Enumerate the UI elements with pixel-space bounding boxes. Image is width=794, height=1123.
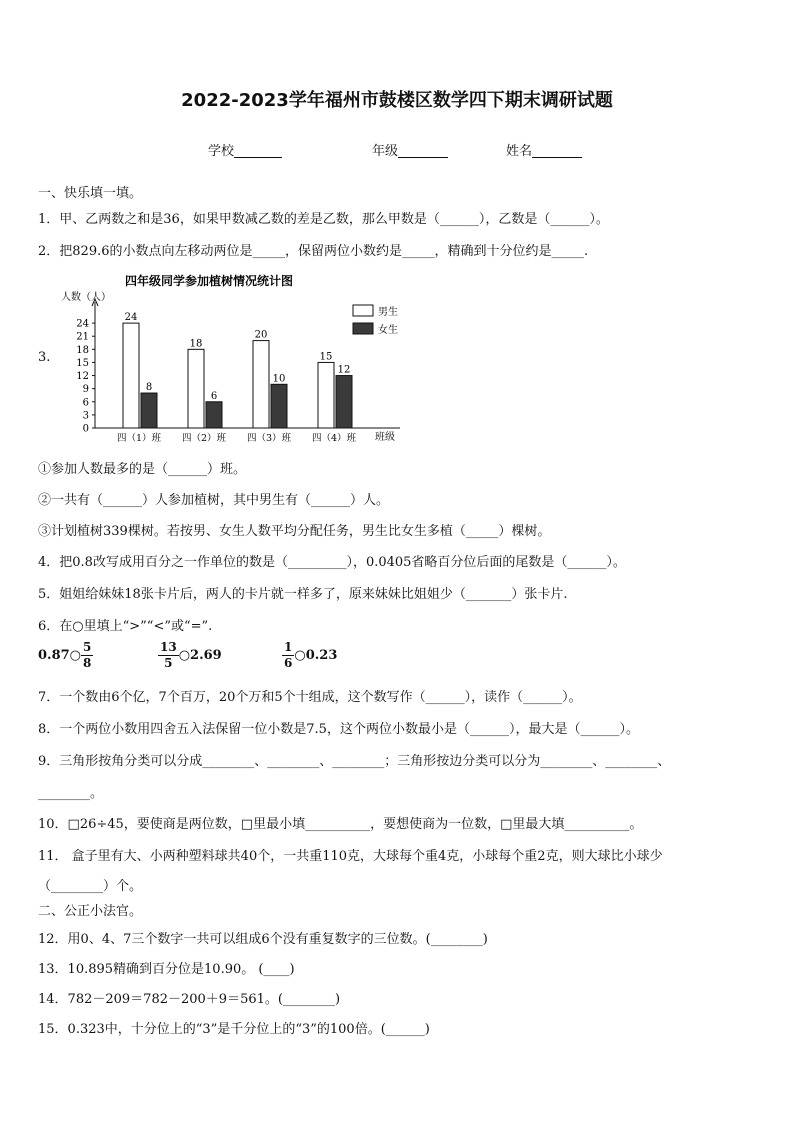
question-13: 13．10.895精确到百分位是10.90。 (____) <box>38 962 295 977</box>
grade-blank[interactable] <box>398 143 448 158</box>
x-axis-label: 班级 <box>375 432 395 443</box>
compare-item-2: $\frac{13}{5}$ ○2.69 <box>160 640 222 670</box>
x-tick-label: 四（2）班 <box>181 433 227 444</box>
question-2: 2．把829.6的小数点向左移动两位是_____，保留两位小数约是_____，精确到十分位约是_____. <box>38 244 589 259</box>
bar-chart <box>55 270 415 450</box>
x-tick-label: 四（1）班 <box>116 433 162 444</box>
question-3-label: 3. <box>38 350 51 365</box>
chart-legend <box>353 305 398 336</box>
section-2-heading: 二、公正小法官。 <box>38 904 143 919</box>
question-7: 7．一个数由6个亿，7个百万，20个万和5个十组成，这个数写作（______），读作（______）。 <box>38 690 582 705</box>
legend-swatch <box>353 305 373 316</box>
question-1: 1．甲、乙两数之和是36，如果甲数减乙数的差是乙数，那么甲数是（______），乙数是（______）。 <box>38 212 609 227</box>
legend-label: 男生 <box>378 307 398 318</box>
question-8: 8．一个两位小数用四舍五入法保留一位小数是7.5，这个两位小数最小是（______），最大是（______）。 <box>38 722 639 737</box>
bar-boys <box>318 362 334 428</box>
chart-bars <box>123 312 352 428</box>
question-15: 15．0.323中，十分位上的“3”是千分位上的“3”的100倍。(______) <box>38 1022 430 1037</box>
question-3c: ③计划植树339棵树。若按男、女生人数平均分配任务，男生比女生多植（_____）棵树。 <box>38 524 551 539</box>
data-label: 12 <box>337 364 351 376</box>
x-tick-label: 四（4）班 <box>311 433 357 444</box>
question-3b: ②一共有（______）人参加植树，其中男生有（______）人。 <box>38 493 390 508</box>
question-5: 5．姐姐给妹妹18张卡片后，两人的卡片就一样多了，原来妹妹比姐姐少（_______）张卡片. <box>38 587 568 602</box>
y-tick-label: 0 <box>82 423 89 435</box>
question-6: 6．在○里填上“>”“<”或“=”. <box>38 619 213 634</box>
data-label: 6 <box>210 390 218 402</box>
x-tick-label: 四（3）班 <box>246 433 292 444</box>
school-label: 学校 <box>208 144 235 159</box>
y-tick-label: 9 <box>82 384 89 396</box>
name-blank[interactable] <box>532 143 582 158</box>
fraction: $\frac{5}{8}$ <box>83 640 92 670</box>
page-title: 2022-2023学年福州市鼓楼区数学四下期末调研试题 <box>181 90 613 111</box>
bar-girls <box>206 402 222 428</box>
y-tick-label: 18 <box>76 344 89 356</box>
question-4: 4．把0.8改写成用百分之一作单位的数是（_________），0.0405省略百分位后面的尾数是（______）。 <box>38 555 626 570</box>
section-1-heading: 一、快乐填一填。 <box>38 186 143 201</box>
y-tick-label: 6 <box>82 397 89 409</box>
fraction: $\frac{1}{6}$ <box>284 640 293 670</box>
school-field[interactable] <box>208 140 282 159</box>
question-11: 11． 盒子里有大、小两种塑料球共40个，一共重110克，大球每个重4克，小球每个重2克，则大球比小球少 <box>38 849 663 864</box>
question-11-cont: （________）个。 <box>38 879 143 894</box>
chart-title: 四年级同学参加植树情况统计图 <box>125 274 294 288</box>
data-label: 18 <box>189 338 203 350</box>
question-14: 14．782－209＝782－200＋9＝561。(________) <box>38 992 341 1007</box>
bar-girls <box>336 376 352 428</box>
name-label: 姓名 <box>506 144 533 159</box>
question-10: 10．□26÷45，要使商是两位数，□里最小填__________，要想使商为一位数，□里最大填__________。 <box>38 817 643 832</box>
grade-field[interactable] <box>372 140 448 159</box>
data-label: 15 <box>319 351 333 363</box>
bar-girls <box>141 393 157 428</box>
y-tick-label: 24 <box>76 318 89 330</box>
legend-label: 女生 <box>378 325 398 336</box>
name-field[interactable] <box>506 140 582 159</box>
y-tick-label: 21 <box>76 331 89 343</box>
fraction: $\frac{13}{5}$ <box>160 640 177 670</box>
question-9-cont: ________。 <box>38 786 104 801</box>
question-3a: ①参加人数最多的是（______）班。 <box>38 462 247 477</box>
bar-girls <box>271 384 287 428</box>
bar-boys <box>188 349 204 428</box>
bar-boys <box>123 323 139 428</box>
legend-swatch <box>353 323 373 334</box>
data-label: 20 <box>254 329 268 341</box>
data-label: 10 <box>272 373 286 385</box>
question-12: 12．用0、4、7三个数字一共可以组成6个没有重复数字的三位数。(________) <box>38 932 488 947</box>
bar-boys <box>253 341 269 428</box>
school-blank[interactable] <box>234 143 282 158</box>
grade-label: 年级 <box>372 144 399 159</box>
y-tick-label: 15 <box>76 357 89 369</box>
y-axis-label: 人数（人） <box>61 292 111 303</box>
compare-item-1: 0.87○ $\frac{5}{8}$ <box>38 640 92 670</box>
data-label: 8 <box>145 382 153 394</box>
data-label: 24 <box>124 312 138 324</box>
compare-item-3: $\frac{1}{6}$ ○0.23 <box>284 640 338 670</box>
question-9: 9．三角形按角分类可以分成________、________、________；三角形按边分类可以分为________、________、 <box>38 754 671 769</box>
y-tick-label: 3 <box>82 410 89 422</box>
y-tick-label: 12 <box>76 371 89 383</box>
